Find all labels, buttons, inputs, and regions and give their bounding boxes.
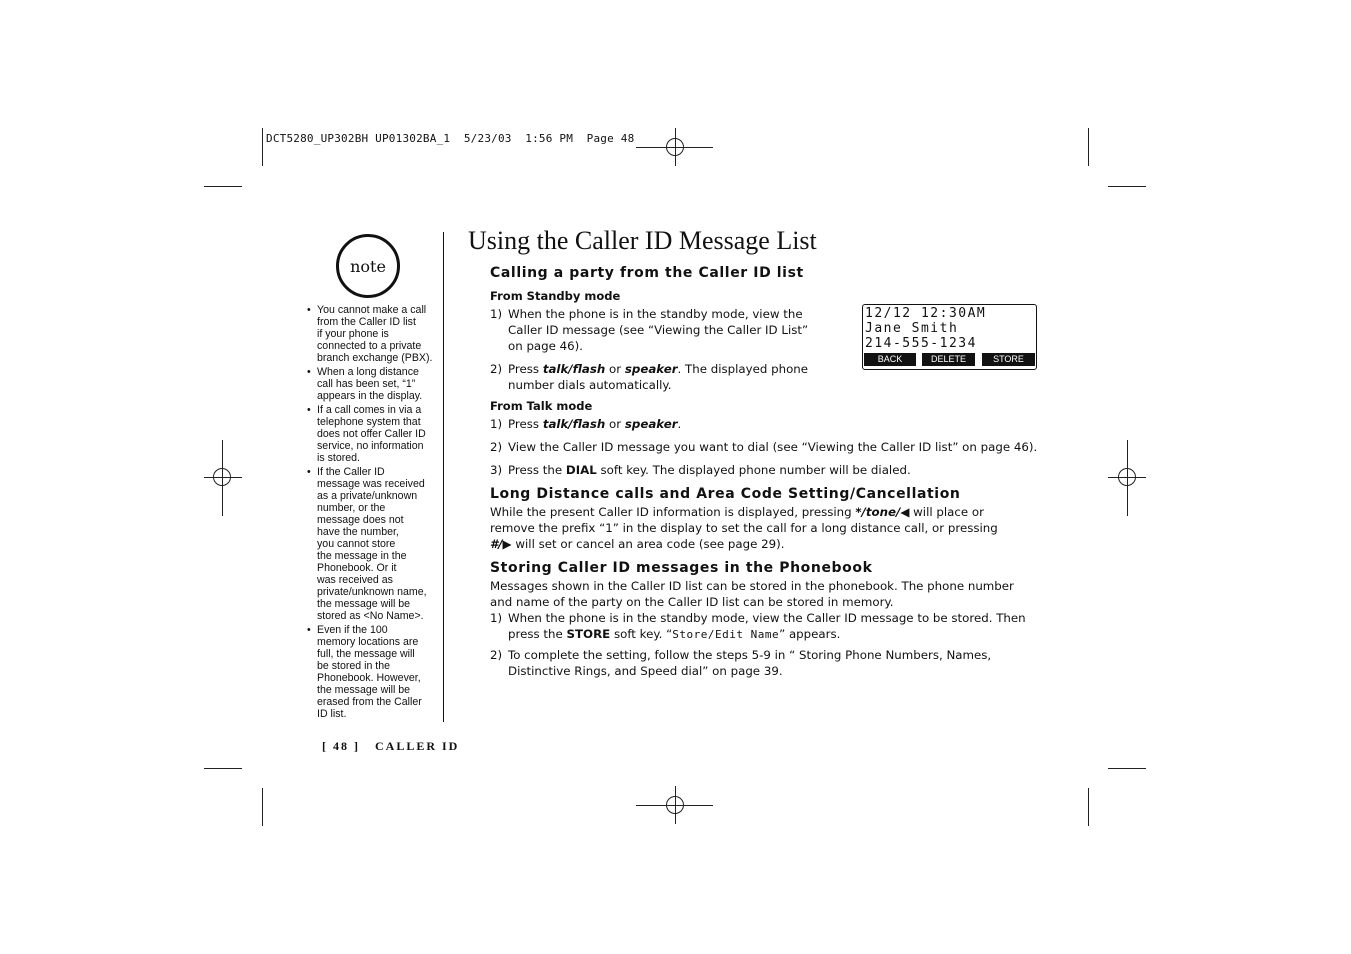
key-star-tone: */tone/: [855, 505, 901, 519]
step-text: Caller ID message (see “Viewing the Caller ID List”: [508, 323, 809, 337]
key-speaker: speaker: [624, 362, 678, 376]
step-text: or: [605, 362, 625, 376]
step-text: press the: [508, 627, 567, 641]
step-text: . The displayed phone: [677, 362, 809, 376]
lcd-line-datetime: 12/12 12:30AM: [865, 306, 987, 321]
step-text: .: [677, 417, 682, 431]
section-heading-long-distance: Long Distance calls and Area Code Setting/Cancellation: [490, 486, 961, 502]
step-talk-1: [490, 416, 890, 434]
section-heading-calling: Calling a party from the Caller ID list: [490, 265, 804, 281]
step-text: When the phone is in the standby mode, view the: [508, 307, 803, 321]
crop-mark: [1108, 186, 1146, 187]
paragraph-text: Messages shown in the Caller ID list can be stored in the phonebook. The phone number: [490, 579, 1014, 593]
section-heading-storing: Storing Caller ID messages in the Phonebook: [490, 560, 873, 576]
step-text: To complete the setting, follow the steps 5-9 in “ Storing Phone Numbers, Names,: [508, 648, 992, 662]
step-text: number dials automatically.: [508, 378, 672, 392]
step-number: 1): [490, 417, 503, 431]
long-distance-paragraph: [490, 504, 1050, 552]
key-speaker: speaker: [624, 417, 678, 431]
step-text: ” appears.: [779, 627, 841, 641]
note-badge: [336, 234, 400, 298]
step-text: Press the: [508, 463, 566, 477]
step-text: or: [605, 417, 625, 431]
page-title: Using the Caller ID Message List: [468, 226, 817, 255]
key-dial: DIAL: [565, 463, 597, 477]
registration-mark: [1118, 468, 1136, 486]
step-text: on page 46).: [508, 339, 584, 353]
note-item: • When a long distance call has been set, “1” appears in the display.: [307, 366, 442, 402]
step-store-2: [490, 647, 1050, 681]
lcd-text-store-edit-name: Store/Edit Name: [672, 628, 780, 641]
note-label: note: [350, 256, 386, 276]
key-store: STORE: [566, 627, 611, 641]
paragraph-text: remove the prefix “1” in the display to set the call for a long distance call, or pressing: [490, 521, 998, 535]
step-text: View the Caller ID message you want to dial (see “Viewing the Caller ID list” on page 46).: [508, 440, 1038, 454]
step-text: Distinctive Rings, and Speed dial” on page 39.: [508, 664, 783, 678]
step-standby-1: [490, 306, 830, 356]
key-pound: #/: [490, 537, 503, 551]
subheading-talk: From Talk mode: [490, 399, 593, 413]
registration-mark: [666, 138, 684, 156]
key-talk-flash: talk/flash: [542, 362, 606, 376]
step-text: Press: [508, 417, 543, 431]
step-number: 1): [490, 611, 503, 625]
crop-mark: [1088, 788, 1089, 826]
paragraph-text: and name of the party on the Caller ID list can be stored in memory.: [490, 595, 894, 609]
step-store-1: [490, 610, 1050, 644]
column-divider: [443, 232, 444, 722]
registration-mark: [213, 468, 231, 486]
paragraph-text: will place or: [909, 505, 984, 519]
step-text: soft key. “: [610, 627, 673, 641]
print-slug: DCT5280_UP302BH UP01302BA_1 5/23/03 1:56 PM Page 48: [266, 132, 635, 145]
page-footer: [ 48 ] CALLER ID: [322, 739, 460, 753]
softkey-back[interactable]: BACK: [864, 353, 916, 366]
step-talk-2: [490, 439, 1050, 457]
lcd-line-name: Jane Smith: [865, 321, 959, 336]
paragraph-text: will set or cancel an area code (see page 29).: [511, 537, 785, 551]
lcd-line-number: 214-555-1234: [865, 336, 977, 351]
key-talk-flash: talk/flash: [542, 417, 606, 431]
step-number: 2): [490, 648, 503, 662]
step-number: 3): [490, 463, 503, 477]
step-talk-3: [490, 462, 1050, 480]
softkey-delete[interactable]: DELETE: [922, 353, 975, 366]
registration-mark: [666, 796, 684, 814]
step-text: soft key. The displayed phone number will be dialed.: [596, 463, 911, 477]
step-text: Press: [508, 362, 543, 376]
right-arrow-icon: ▶: [502, 537, 512, 551]
crop-mark: [262, 128, 263, 166]
left-arrow-icon: ◀: [900, 505, 910, 519]
subheading-standby: From Standby mode: [490, 289, 621, 303]
softkey-store[interactable]: STORE: [982, 353, 1035, 366]
step-number: 1): [490, 307, 503, 321]
crop-mark: [204, 186, 242, 187]
note-item: • If a call comes in via a telephone system that does not offer Caller ID service, no information is stored.: [307, 404, 442, 464]
step-standby-2: [490, 361, 830, 395]
crop-mark: [204, 768, 242, 769]
step-number: 2): [490, 440, 503, 454]
lcd-display: [862, 304, 1037, 370]
note-item: • Even if the 100 memory locations are full, the message will be stored in the Phonebook. However, the message will be erased from the Caller ID list.: [307, 624, 442, 720]
step-text: When the phone is in the standby mode, view the Caller ID message to be stored. Then: [508, 611, 1026, 625]
sidebar-notes: [307, 304, 442, 722]
note-item: • If the Caller ID message was received as a private/unknown number, or the message does not have the number, you cannot store the message in the Phonebook. Or it was received as private/unknown name, the message will be stored as <No Name>.: [307, 466, 442, 622]
step-number: 2): [490, 362, 503, 376]
note-item: • You cannot make a call from the Caller ID list if your phone is connected to a private branch exchange (PBX).: [307, 304, 442, 364]
crop-mark: [1088, 128, 1089, 166]
paragraph-text: While the present Caller ID information is displayed, pressing: [490, 505, 856, 519]
crop-mark: [1108, 768, 1146, 769]
crop-mark: [262, 788, 263, 826]
storing-paragraph: [490, 578, 1050, 610]
